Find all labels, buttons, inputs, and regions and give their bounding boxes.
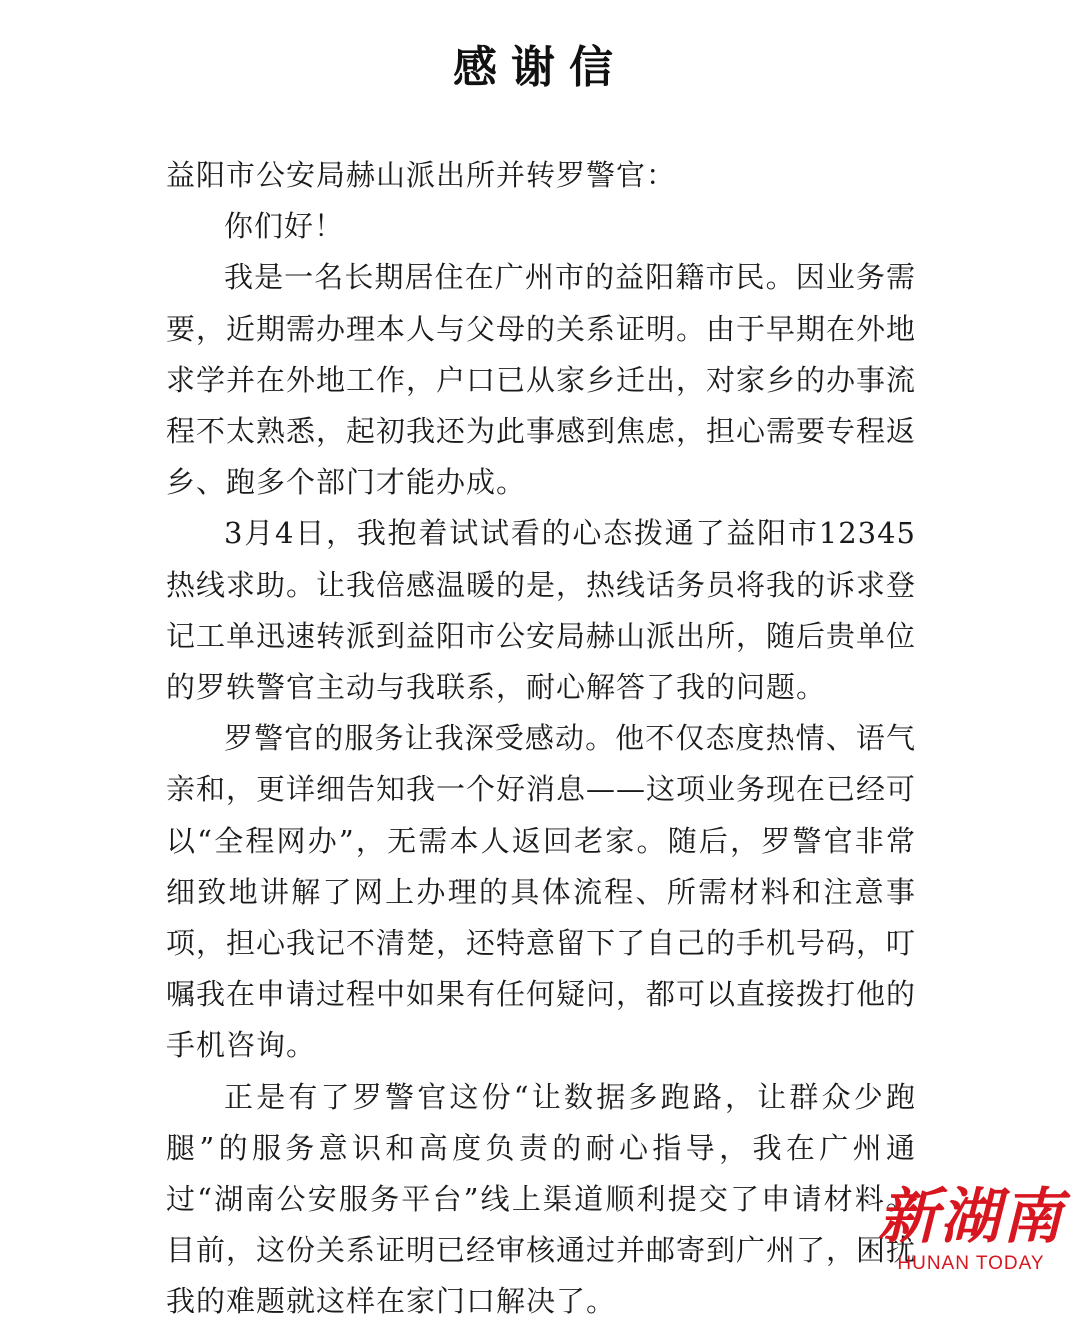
salutation: 益阳市公安局赫山派出所并转罗警官： (166, 158, 677, 192)
paragraph-2: 3月4日，我抱着试试看的心态拨通了益阳市12345热线求助。让我倍感温暖的是，热线话务员将我的诉求登记工单迅速转派到益阳市公安局赫山派出所，随后贵单位的罗轶警官主动与我联系，耐心解答了我的问题。 (166, 516, 917, 705)
greeting: 你们好！ (224, 209, 345, 244)
watermark-chinese-logo: 新湖南 (878, 1182, 1064, 1252)
hunan-today-watermark (876, 1182, 1066, 1276)
paragraph-1: 我是一名长期居住在广州市的益阳籍市民。因业务需要，近期需办理本人与父母的关系证明。由于早期在外地求学并在外地工作，户口已从家乡迁出，对家乡的办事流程不太熟悉，起初我还为此事感到焦虑，担心需要专程返乡、跑多个部门才能办成。 (166, 260, 917, 500)
letter-title: 感谢信 (453, 42, 627, 93)
watermark-english-text: HUNAN TODAY (897, 1253, 1045, 1274)
letter-body (166, 150, 916, 1328)
paragraph-3: 罗警官的服务让我深受感动。他不仅态度热情、语气亲和，更详细告知我一个好消息——这项业务现在已经可以“全程网办”，无需本人返回老家。随后，罗警官非常细致地讲解了网上办理的具体流程、所需材料和注意事项，担心我记不清楚，还特意留下了自己的手机号码，叮嘱我在申请过程中如果有任何疑问，都可以直接拨打他的手机咨询。 (166, 721, 917, 1063)
paragraph-4: 正是有了罗警官这份“让数据多跑路，让群众少跑腿”的服务意识和高度负责的耐心指导，我在广州通过“湖南公安服务平台”线上渠道顺利提交了申请材料。目前，这份关系证明已经审核通过并邮寄到广州了，困扰我的难题就这样在家门口解决了。 (166, 1079, 917, 1319)
